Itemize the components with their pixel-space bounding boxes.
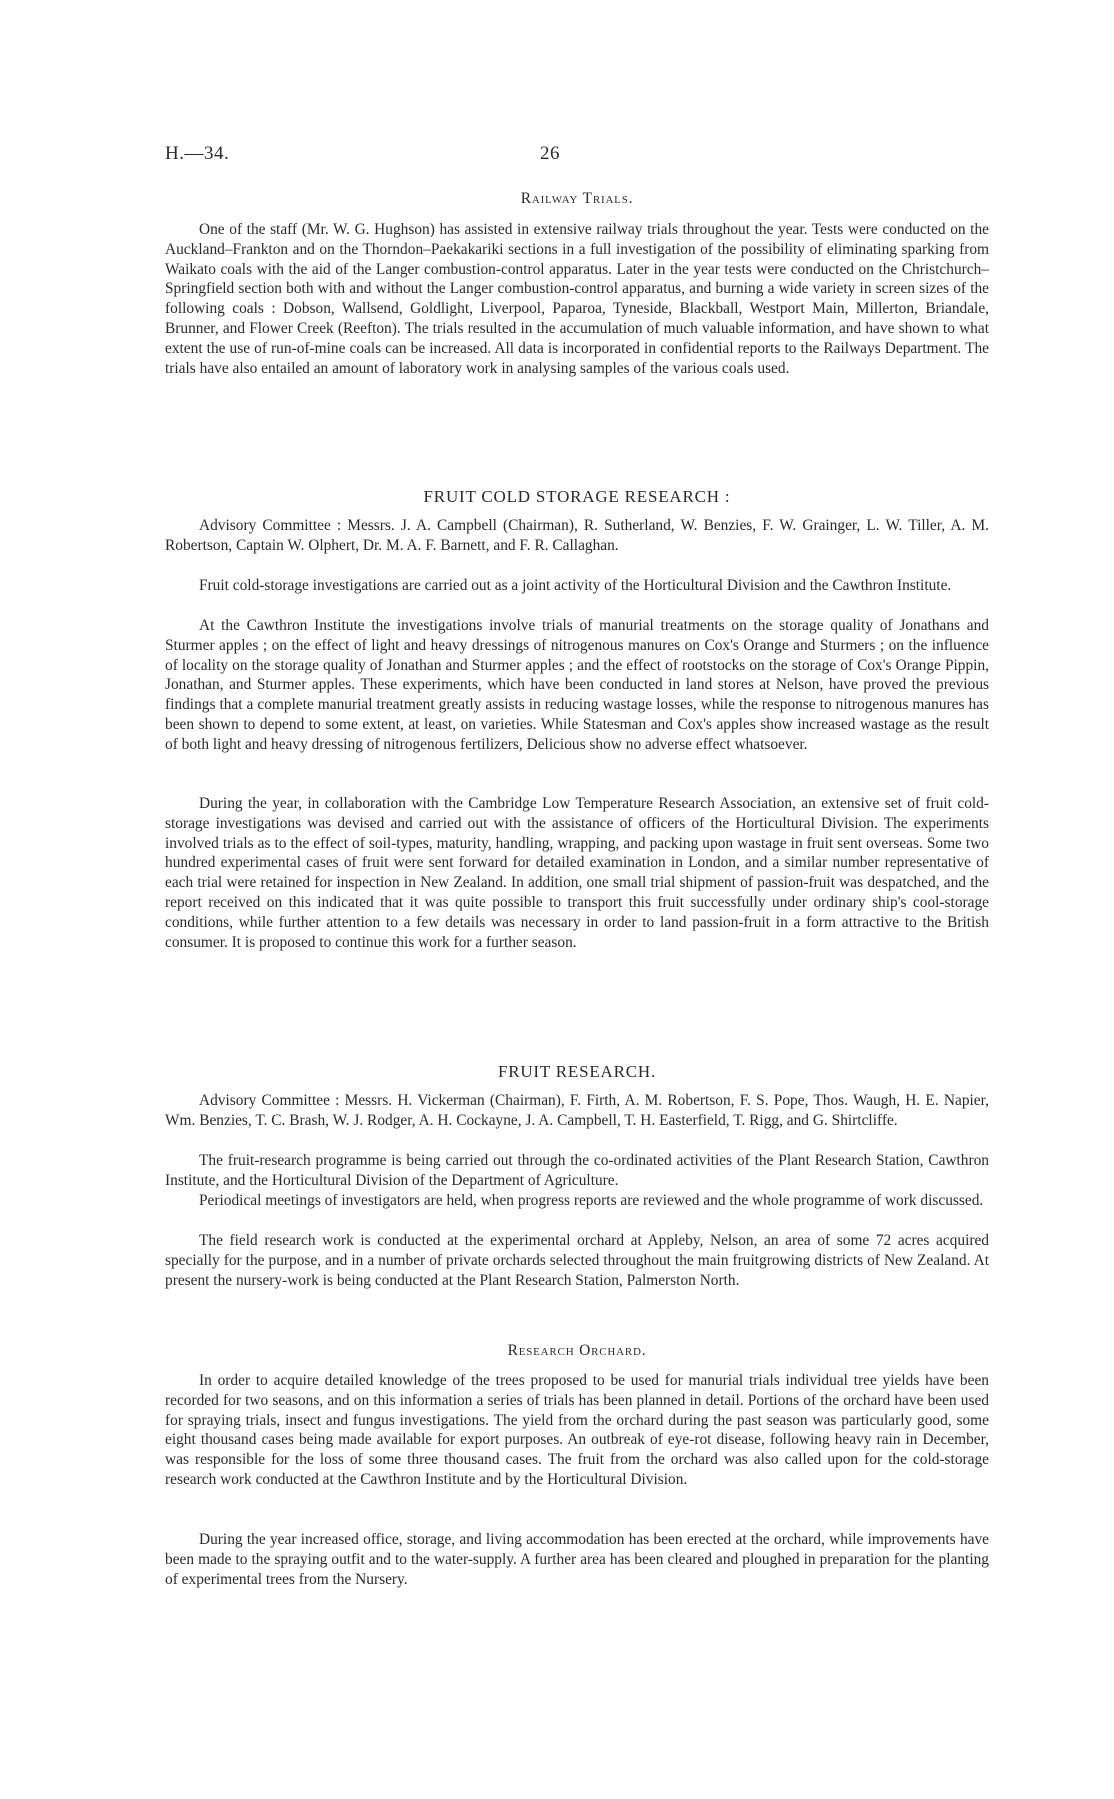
cold-storage-intro: Fruit cold-storage investigations are carried out as a joint activity of the Horticultural Division and the Cawthron Institute. xyxy=(199,577,952,594)
railway-trials-heading: Railway Trials. xyxy=(520,190,634,207)
page-number: 26 xyxy=(540,143,560,164)
fruit-research-field-work: The field research work is conducted at the experimental orchard at Appleby, Nelson, an area of some 72 acres acquired specially for the purpose, and in a number of private orchards selected throughout the main fruitgrowing districts of New Zealand. At present the nursery-work is being conducted at the Plant Research Station, Palmerston North. xyxy=(165,1232,989,1289)
fruit-research-committee: Advisory Committee : Messrs. H. Vickerman (Chairman), F. Firth, A. M. Robertson, F. S. Pope, Thos. Waugh, H. E. Napier, Wm. Benzies, T. C. Brash, W. J. Rodger, A. H. Cockayne, J. A. Campbell, T. H. Easterfield, T. Rigg, and G. Shirtcliffe. xyxy=(165,1092,989,1129)
cold-storage-cambridge-paragraph: During the year, in collaboration with the Cambridge Low Temperature Research Association, an extensive set of fruit cold-storage investigations was devised and carried out with the assistance of officers of the Horticultural Division. The experiments involved trials as to the effect of soil-types, maturity, handling, wrapping, and packing upon wastage in fruit sent overseas. Some two hundred experimental cases of fruit were sent forward for detailed examination in London, and a similar number representative of each trial were retained for inspection in New Zealand. In addition, one small trial shipment of passion-fruit was despatched, and the report received on this indicated that it was quite possible to transport this fruit successfully under ordinary ship's cool-storage conditions, while further attention to a few details was necessary in order to land passion-fruit in a form attractive to the British consumer. It is proposed to continue this work for a further season. xyxy=(165,795,989,951)
cold-storage-committee: Advisory Committee : Messrs. J. A. Campbell (Chairman), R. Sutherland, W. Benzies, F. W. Grainger, L. W. Tiller, A. M. Robertson, Captain W. Olphert, Dr. M. A. F. Barnett, and F. R. Callaghan. xyxy=(165,517,989,554)
railway-trials-paragraph: One of the staff (Mr. W. G. Hughson) has assisted in extensive railway trials throughout the year. Tests were conducted on the Auckland–Frankton and on the Thorndon–Paekakariki sections in a full investigation of the possibility of eliminating sparking from Waikato coals with the aid of the Langer combustion-control apparatus. Later in the year tests were conducted on the Christchurch–Springfield section both with and without the Langer combustion-control apparatus, and burning a wide variety in screen sizes of the following coals : Dobson, Wallsend, Goldlight, Liverpool, Paparoa, Tyneside, Blackball, Westport Main, Millerton, Briandale, Brunner, and Flower Creek (Reefton). The trials resulted in the accumulation of much valuable information, and have shown to what extent the use of run-of-mine coals can be increased. All data is incorporated in confidential reports to the Railways Department. The trials have also entailed an amount of laboratory work in analysing samples of the various coals used. xyxy=(165,221,989,377)
fruit-research-programme: The fruit-research programme is being carried out through the co-ordinated activities of the Plant Research Station, Cawthron Institute, and the Horticultural Division of the Department of Agriculture. xyxy=(165,1152,989,1189)
research-orchard-paragraph-1: In order to acquire detailed knowledge of the trees proposed to be used for manurial trials individual tree yields have been recorded for two seasons, and on this information a series of trials has been planned in detail. Portions of the orchard have been used for spraying trials, insect and fungus investigations. The yield from the orchard during the past season was particularly good, some eight thousand cases being made available for export purposes. An outbreak of eye-rot disease, following heavy rain in December, was responsible for the loss of some three thousand cases. The fruit from the orchard was also called upon for the cold-storage research work conducted at the Cawthron Institute and by the Horticultural Division. xyxy=(165,1372,989,1488)
research-orchard-paragraph-2: During the year increased office, storage, and living accommodation has been erected at the orchard, while improvements have been made to the spraying outfit and to the water-supply. A further area has been cleared and ploughed in preparation for the planting of experimental trees from the Nursery. xyxy=(165,1531,989,1588)
fruit-research-heading: FRUIT RESEARCH. xyxy=(497,1062,657,1081)
cold-storage-heading: FRUIT COLD STORAGE RESEARCH : xyxy=(423,487,731,506)
report-code: H.—34. xyxy=(165,143,230,164)
research-orchard-heading: Research Orchard. xyxy=(507,1342,647,1359)
fruit-research-meetings: Periodical meetings of investigators are held, when progress reports are reviewed and the whole programme of work discussed. xyxy=(199,1192,984,1209)
cold-storage-cawthron-paragraph: At the Cawthron Institute the investigations involve trials of manurial treatments on the storage quality of Jonathans and Sturmer apples ; on the effect of light and heavy dressings of nitrogenous manures on Cox's Orange and Sturmers ; on the influence of locality on the storage quality of Jonathan and Sturmer apples ; and the effect of rootstocks on the storage of Cox's Orange Pippin, Jonathan, and Sturmer apples. These experiments, which have been conducted in land stores at Nelson, have proved the previous findings that a complete manurial treatment greatly assists in reducing wastage losses, while the response to nitrogenous manures has been shown to depend to some extent, at least, on varieties. While Statesman and Cox's apples show increased wastage as the result of both light and heavy dressing of nitrogenous fertilizers, Delicious show no adverse effect whatsoever. xyxy=(165,617,989,753)
